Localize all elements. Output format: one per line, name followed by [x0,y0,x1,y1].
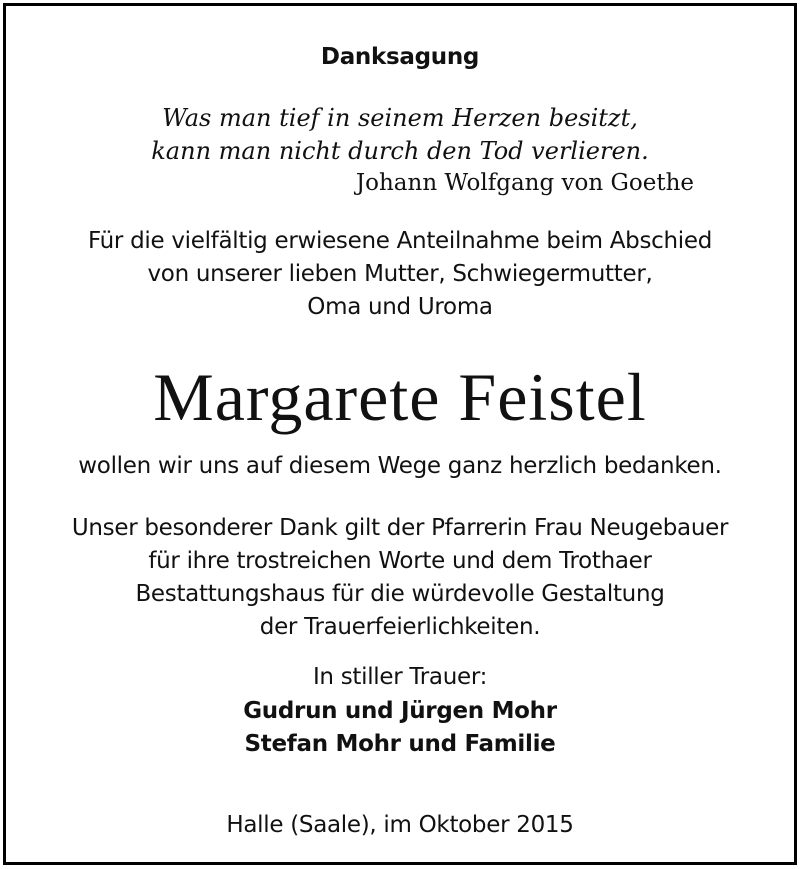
special-thanks-line-4: der Trauerfeierlichkeiten. [259,614,541,640]
quote-line-1: Was man tief in seinem Herzen besitzt, [162,104,638,132]
intro-line-1: Für die vielfältig erwiesene Anteilnahme beim Abschied [87,228,713,254]
quote-author: Johann Wolfgang von Goethe [355,170,694,196]
thanks-line: wollen wir uns auf diesem Wege ganz herzlich bedanken. [78,453,722,479]
place-date: Halle (Saale), im Oktober 2015 [226,812,574,838]
quote-line-2: kann man nicht durch den Tod verlieren. [151,137,649,165]
special-thanks-line-2: für ihre trostreichen Worte und dem Trothaer [148,548,652,574]
deceased-name: Margarete Feistel [153,359,647,435]
mourner-name: Stefan Mohr und Familie [244,731,556,757]
mourner-name: Gudrun und Jürgen Mohr [243,698,557,724]
intro-line-3: Oma und Uroma [307,294,493,320]
special-thanks-line-1: Unser besonderer Dank gilt der Pfarrerin Frau Neugebauer [71,515,729,541]
mourners-label: In stiller Trauer: [312,664,488,690]
special-thanks-line-3: Bestattungshaus für die würdevolle Gestaltung [135,581,665,607]
notice-heading: Danksagung [320,44,480,70]
intro-line-2: von unserer lieben Mutter, Schwiegermutter, [147,261,653,287]
notice-frame [3,3,797,865]
